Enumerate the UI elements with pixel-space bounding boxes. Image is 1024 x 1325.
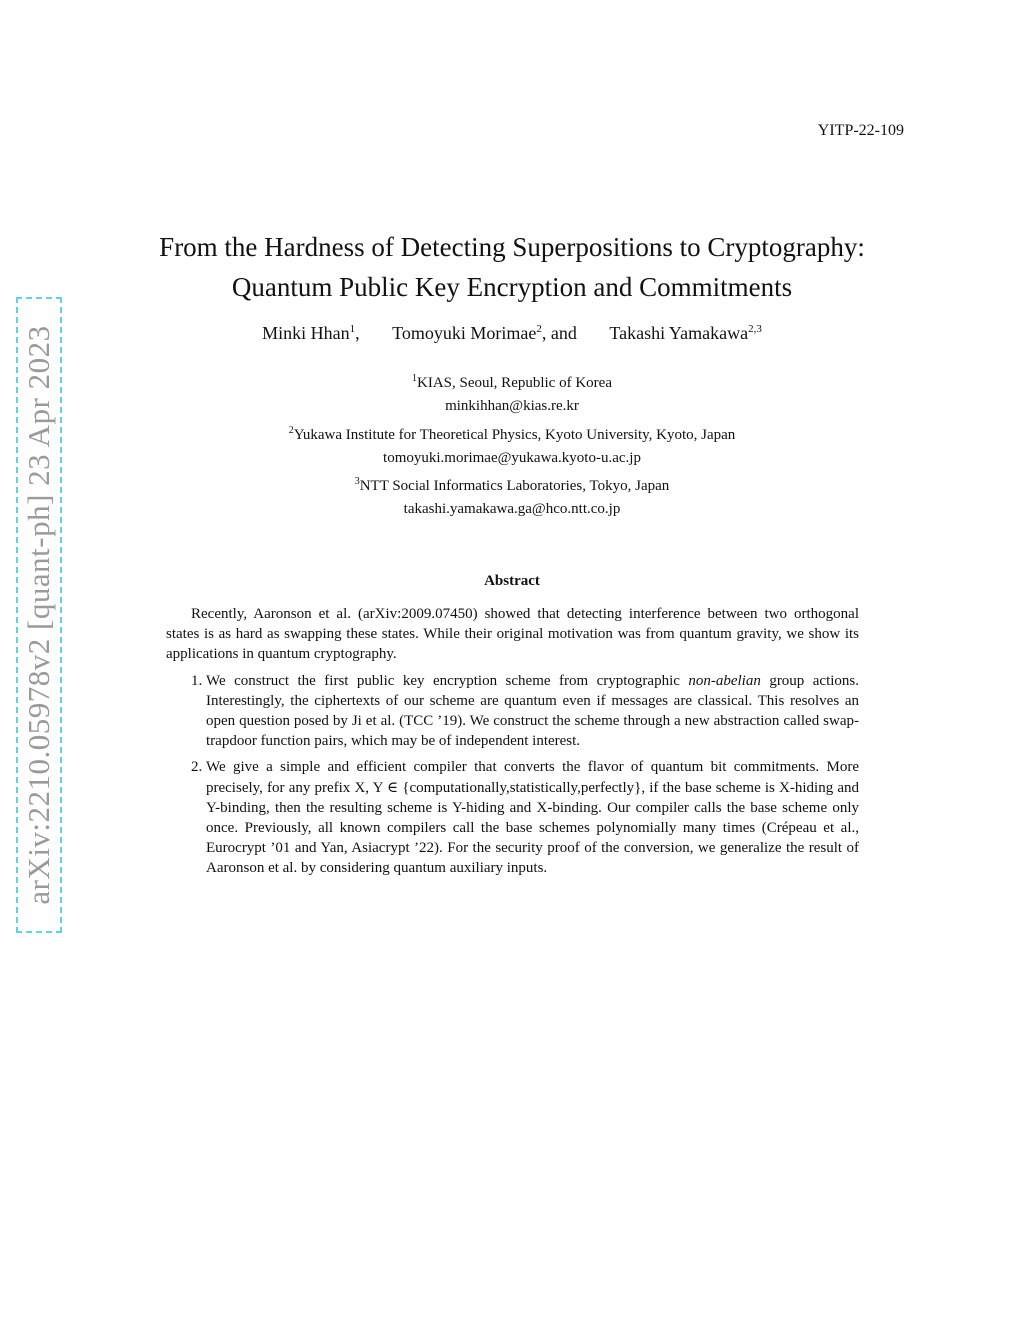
item-text: group actions. Interestingly, the ciphertexts of our scheme are quantum even if messages are classical. This resolves an open question posed by Ji et al. (TCC ’19). We construct the scheme through a new abstraction called swap-trapdoor function pairs, which may be of independent interest.: [206, 672, 859, 750]
title-line-2: Quantum Public Key Encryption and Commitments: [231, 272, 793, 302]
author-affiliation-mark: 2,3: [748, 323, 762, 335]
author-list: [100, 323, 924, 344]
affiliation-2: [100, 419, 924, 447]
abstract-intro: Recently, Aaronson et al. (arXiv:2009.07450) showed that detecting interference between two orthogonal states is as hard as swapping these states. While their original motivation was from quantum gravity, we show its applications in quantum cryptography.: [166, 606, 859, 663]
abstract-contribution-list: [166, 671, 859, 879]
affiliation-2-email[interactable]: tomoyuki.morimae@yukawa.kyoto-u.ac.jp: [383, 449, 641, 466]
item-emphasis: non-abelian: [688, 672, 761, 689]
arxiv-identifier-stamp[interactable]: [16, 297, 62, 933]
author-3: [609, 323, 761, 343]
affiliation-number: 3: [354, 476, 360, 488]
author-1: [262, 323, 360, 343]
author-2: [392, 323, 577, 343]
affiliation-list: [100, 367, 924, 522]
author-name: Minki Hhan: [262, 323, 350, 343]
affiliation-name: KIAS, Seoul, Republic of Korea: [417, 375, 612, 391]
affiliation-3: [100, 470, 924, 498]
affiliation-number: 2: [288, 424, 294, 436]
affiliation-1: [100, 367, 924, 395]
report-number: YITP-22-109: [817, 122, 904, 139]
abstract-heading: Abstract: [484, 573, 540, 589]
title-line-1: From the Hardness of Detecting Superpositions to Cryptography:: [159, 232, 865, 262]
affiliation-1-email[interactable]: minkihhan@kias.re.kr: [445, 398, 579, 415]
affiliation-name: NTT Social Informatics Laboratories, Tokyo, Japan: [359, 478, 670, 495]
paper-title: [100, 227, 924, 307]
author-separator: ,: [355, 323, 360, 343]
item-text: We construct the first public key encryption scheme from cryptographic: [206, 672, 689, 689]
affiliation-3-email[interactable]: takashi.yamakawa.ga@hco.ntt.co.jp: [403, 501, 621, 518]
author-affiliation-mark: 2: [536, 323, 542, 335]
author-separator: , and: [541, 323, 577, 343]
contribution-item-2: 2. We give a simple and efficient compiler that converts the flavor of quantum bit commitments. More precisely, for any prefix X, Y ∈ {computationally,statistically,perfectly}, if the base scheme is X-hiding and Y-binding, then the resulting scheme is Y-hiding and X-binding. Our compiler calls the base scheme only once. Previously, all known compilers call the base schemes polynomially many times (Crépeau et al., Eurocrypt ’01 and Yan, Asiacrypt ’22). For the security proof of the conversion, we generalize the result of Aaronson et al. by considering quantum auxiliary inputs.: [206, 757, 859, 878]
arxiv-identifier-text: arXiv:2210.05978v2 [quant-ph] 23 Apr 2023: [21, 325, 56, 905]
contribution-item-1: [206, 671, 859, 752]
author-affiliation-mark: 1: [349, 323, 356, 335]
abstract-body: [166, 604, 859, 885]
author-name: Takashi Yamakawa: [609, 323, 749, 343]
affiliation-number: 1: [412, 373, 418, 384]
affiliation-name: Yukawa Institute for Theoretical Physics, Kyoto University, Kyoto, Japan: [293, 426, 736, 443]
author-name: Tomoyuki Morimae: [392, 323, 537, 343]
